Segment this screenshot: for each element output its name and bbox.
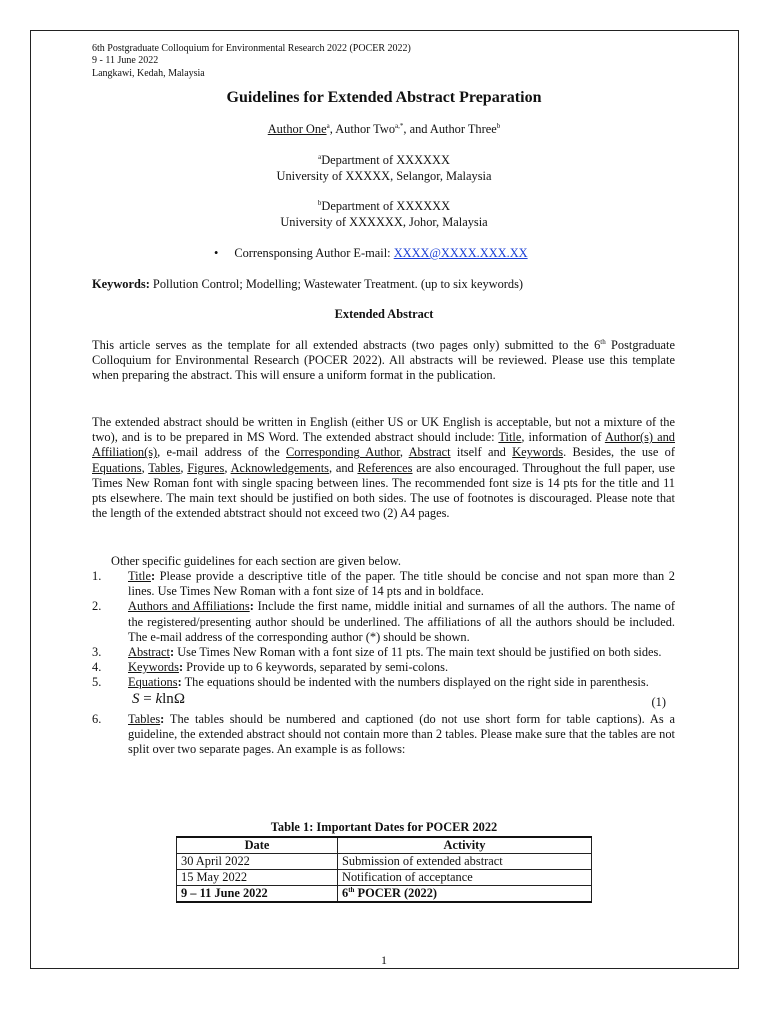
list-item-colon: :: [169, 645, 175, 660]
table-header-activity: Activity: [338, 837, 592, 854]
list-item-number: 1.: [92, 569, 102, 583]
para2-text: are also encouraged. Throughout the full paper, use Times New Roman font with single spacing between lines. The recommended font size is 14 pts for the title and 11 pts elsewhere. The main text should be justified on both sides. The use of footnotes is discouraged. Please note that the length of the extended abtstract should not exceed two (2) A4 pages.: [92, 460, 676, 521]
list-item: [92, 675, 675, 690]
para2-text: ,: [399, 445, 409, 460]
table-cell-date: 30 April 2022: [177, 854, 338, 870]
equation-lhs: S: [132, 690, 140, 707]
conference-dates: 9 - 11 June 2022: [92, 55, 159, 66]
table-cell-activity: Submission of extended abstract: [338, 854, 592, 870]
para2-text: The extended abstract should be written in English (either US or UK English is acceptable, but not a mixture of the two), and is to be prepared in MS Word. The extended abstract should include:: [92, 415, 675, 445]
list-item: [92, 660, 675, 675]
list-item-text: The equations should be indented with the numbers displayed on the right side in parenthesis.: [181, 675, 649, 690]
conference-name: 6th Postgraduate Colloquium for Environmental Research 2022 (POCER 2022): [92, 43, 411, 54]
table-header-row: [177, 837, 592, 854]
para2-term-title: Title: [498, 430, 522, 445]
list-item-term: Tables: [128, 711, 161, 726]
table-cell-activity-sup: th: [348, 885, 355, 894]
list-item-term: Abstract: [128, 645, 170, 660]
para2-text: , e-mail address of the: [157, 445, 287, 460]
affiliation-a-university: University of XXXXX, Selangor, Malaysia: [276, 169, 492, 183]
corresponding-email-line: [214, 246, 528, 261]
list-item: [92, 569, 675, 599]
list-item-text: Provide up to 6 keywords, separated by semi-colons.: [183, 660, 449, 675]
section-heading: Extended Abstract: [334, 307, 434, 321]
list-intro: Other specific guidelines for each section are given below.: [111, 554, 401, 568]
list-item: [92, 712, 675, 758]
list-item-term: Title: [128, 569, 151, 583]
affiliation-b-dept-text: Department of XXXXXX: [321, 199, 451, 213]
equation-omega: Ω: [173, 690, 185, 707]
affiliation-a-dept: [0, 153, 768, 168]
dates-table: [176, 836, 592, 903]
list-item-term: Keywords: [128, 660, 179, 675]
presenting-author: Author One: [267, 122, 327, 136]
keywords-label: Keywords:: [92, 277, 150, 291]
para2-text: itself and: [450, 445, 513, 460]
table-row: [177, 854, 592, 870]
author3-text: , and Author Three: [403, 122, 497, 136]
list-item-number: 6.: [92, 711, 102, 726]
para2-text: ,: [141, 460, 149, 475]
paragraph-requirements: [92, 415, 675, 521]
author2-affiliation-mark: a,*: [395, 121, 404, 130]
para2-term-abstract: Abstract: [408, 445, 451, 460]
equation: [132, 692, 185, 707]
document-title: Guidelines for Extended Abstract Preparation: [226, 89, 542, 106]
list-item-colon: :: [178, 660, 184, 675]
ordinal-sup: th: [600, 337, 606, 346]
keywords-line: [92, 277, 523, 292]
author1-affiliation-mark: a: [326, 121, 330, 130]
para2-text: . Besides, the use of: [563, 445, 675, 460]
list-item-number: 3.: [92, 645, 102, 660]
bullet-icon: •: [214, 246, 219, 260]
equation-equals: =: [139, 690, 156, 707]
email-label: Corrensponsing Author E-mail:: [234, 246, 394, 260]
para2-text: , and: [328, 460, 358, 475]
para2-term-references: References: [357, 460, 413, 475]
table-cell-activity-post: POCER (2022): [354, 886, 438, 900]
table-cell-date: 15 May 2022: [177, 870, 338, 886]
para2-text: , information of: [521, 430, 605, 445]
table-cell-date: 9 – 11 June 2022: [177, 886, 338, 903]
para2-term-figures: Figures: [187, 460, 225, 475]
para2-term-acknowledgements: Acknowledgements: [230, 460, 329, 475]
para2-text: ,: [180, 460, 188, 475]
list-item-number: 2.: [92, 599, 102, 614]
affiliation-b-dept: [0, 199, 768, 214]
para2-term-tables: Tables: [148, 460, 181, 475]
list-item-number: 4.: [92, 660, 102, 675]
page-number: 1: [381, 953, 387, 967]
guidelines-list: [92, 569, 675, 757]
list-item-text: The tables should be numbered and captioned (do not use short form for table captions). As a guideline, the extended abstract should not contain more than 2 tables. Please make sure that the tables are not split over two separate pages. An example is as follows:: [128, 711, 675, 757]
list-item: [92, 599, 675, 645]
equation-row: [92, 691, 675, 712]
conference-location: Langkawi, Kedah, Malaysia: [92, 68, 205, 79]
author2-text: , Author Two: [329, 122, 396, 136]
list-item-text: Use Times New Roman with a font size of 11 pts. The main text should be justified on both sides.: [174, 645, 662, 660]
table-cell-activity: Notification of acceptance: [338, 870, 592, 886]
table-row: [177, 870, 592, 886]
equation-number: (1): [651, 694, 666, 709]
list-item-term: Authors and Affiliations: [128, 599, 250, 614]
affiliation-a-mark: a: [318, 152, 322, 161]
author3-affiliation-mark: b: [496, 121, 501, 130]
paragraph-intro: [92, 338, 675, 384]
keywords-text: Pollution Control; Modelling; Wastewater Treatment. (up to six keywords): [149, 277, 524, 291]
table-row: [177, 886, 592, 903]
table-cell-activity-pre: 6: [342, 886, 349, 900]
list-item: [92, 645, 675, 660]
list-item-colon: :: [150, 569, 156, 583]
list-item-text: Please provide a descriptive title of the paper. The title should be concise and not span more than 2 lines. Use Times New Roman with a font size of 14 pts and in boldface.: [128, 569, 675, 599]
list-item-term: Equations: [128, 675, 178, 690]
author-line: [0, 122, 768, 137]
affiliation-b-university: University of XXXXXX, Johor, Malaysia: [280, 215, 488, 229]
para2-term-corresponding-author: Corresponding Author: [286, 445, 400, 460]
para2-term-keywords: Keywords: [512, 445, 564, 460]
list-item-colon: :: [249, 599, 254, 614]
equation-ln: ln: [162, 690, 174, 707]
para2-term-authors: Author(s) and Affiliation(s): [92, 430, 676, 460]
paragraph-intro-text-a: This article serves as the template for all extended abstracts (two pages only) submitted to the 6: [92, 338, 601, 352]
equation-k: k: [155, 690, 163, 707]
affiliation-b-mark: b: [317, 198, 322, 207]
para2-term-equations: Equations: [92, 460, 142, 475]
paragraph-intro-text-b: Postgraduate Colloquium for Environmental Research (POCER 2022). All abstracts will be reviewed. Please use this template when preparing the abstract. This will ensure a uniform format in the publication.: [92, 338, 675, 383]
list-item-colon: :: [160, 711, 165, 726]
list-item-colon: :: [177, 675, 182, 690]
para2-text: ,: [224, 460, 231, 475]
table-header-date: Date: [177, 837, 338, 854]
email-link[interactable]: XXXX@XXXX.XXX.XX: [393, 246, 528, 260]
table-cell-activity: [338, 886, 592, 903]
table-caption: Table 1: Important Dates for POCER 2022: [270, 820, 498, 834]
list-item-text: Include the first name, middle initial and surnames of all the authors. The name of the registered/presenting author should be underlined. The affiliations of all the authors should be included. The e-mail address of the corresponding author (*) should be shown.: [128, 599, 675, 644]
affiliation-a-dept-text: Department of XXXXXX: [321, 153, 450, 167]
list-item-number: 5.: [92, 675, 102, 690]
